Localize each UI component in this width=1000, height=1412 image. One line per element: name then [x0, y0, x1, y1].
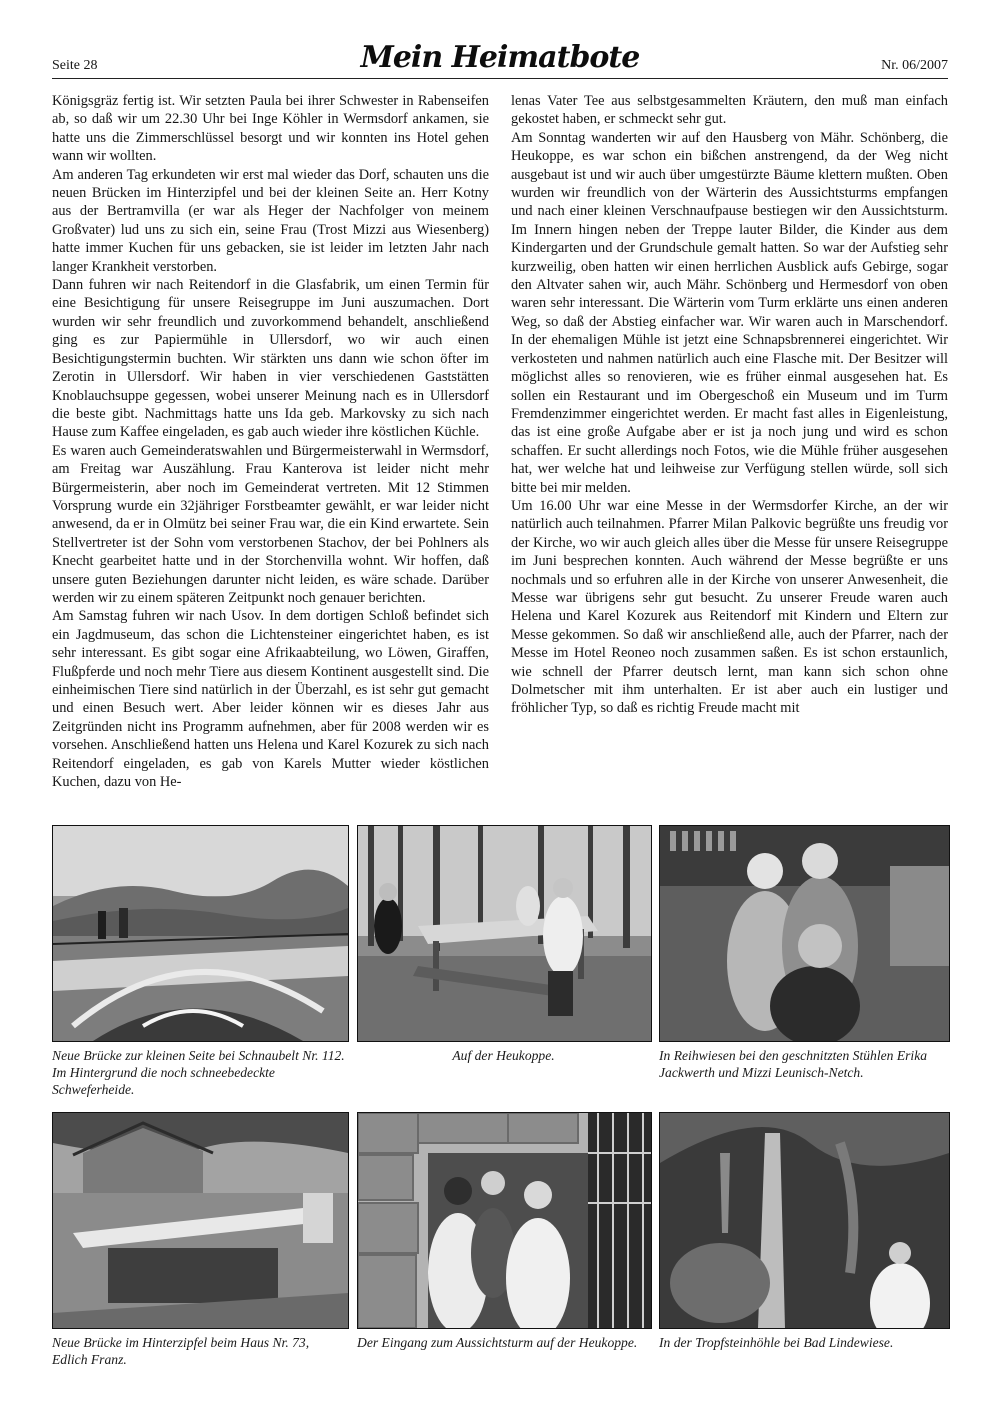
photo-caption: Neue Brücke zur kleinen Seite bei Schnaubelt Nr. 112. Im Hintergrund die noch schneebedeckte Schweferheide.: [52, 1048, 345, 1097]
photo-caption: In der Tropfsteinhöhle bei Bad Lindewiese.: [659, 1335, 894, 1350]
paragraph: Um 16.00 Uhr war eine Messe in der Wermsdorfer Kirche, an der wir natürlich auch teilnahmen. Pfarrer Milan Palkovic begrüßte uns freudig vor der Kirche, wo wir auch gleich alles über die Messe für unsere Reisegruppe im Juni besprechen konnten. Auch während der Messe begrüßte er uns nochmals und so erfuhren alle in der Kirche von unserer Anwesenheit, die Messe war übrigens sehr gut besucht. Zu unserer Freude waren auch Helena und Karel Kozurek aus Reitendorf mit Kindern und Eltern zur Messe gekommen. So daß wir anschließend alle, auch der Pfarrer, nach der Messe im Hotel Reoneo noch zusammen saßen. Es ist schon erstaunlich, wie schnell der Pfarrer deutsch lernt, man kann sich schon ohne Dolmetscher mit ihm unterhalten. Er ist aber auch ein lustiger und fröhlicher Typ, so daß es richtig Freude macht mit: [511, 497, 948, 717]
article-right-column: [511, 92, 948, 810]
paragraph: lenas Vater Tee aus selbstgesammelten Kräutern, den muß man einfach gekostet haben, er schmeckt sehr gut.: [511, 93, 948, 128]
paragraph: Es waren auch Gemeinderatswahlen und Bürgermeisterwahl in Wermsdorf, am Freitag war Auszählung. Frau Kanterova ist leider nicht mehr Bürgermeisterin, aber noch im Gemeinderat vertreten. Mit 12 Stimmen Vorsprung wurde ein 32jähriger Forstbeamter gewählt, er war leider nicht anwesend, da er in Olmütz bei seiner Frau war, die ein Kind erwartete. Sein Stellvertreter ist der Sohn vom verstorbenen Stachov, der bei Pohlners als Knecht gearbeitet hatte und in der Storchenvilla wohnt. Wir hoffen, daß unsere guten Beziehungen darunter nicht leiden, es wäre schade. Darüber werden wir zu einem späteren Zeitpunkt noch genauer berichten.: [52, 442, 489, 606]
paragraph: Königsgräz fertig ist. Wir setzten Paula bei ihrer Schwester in Rabenseifen ab, so daß wir um 22.30 Uhr bei Inge Köhler in Wermsdorf ankamen, sie hatte uns die Zimmerschlüssel besorgt und wir konnten ins Hotel gehen wann wir wollten.: [52, 93, 489, 165]
paragraph: Am Sonntag wanderten wir auf den Hausberg von Mähr. Schönberg, die Heukoppe, es war schon ein bißchen anstrengend, da der Weg nicht ausgebaut ist und wir auch über umgestürzte Bäume klettern mußten. Oben wurden wir freundlich von der Wärterin des Aussichtsturms empfangen und nach einer kleinen Verschnaufpause bestiegen wir den Aussichtsturm. Im Innern hingen neben der Treppe lauter Bilder, die Kinder aus dem Kindergarten und der Grundschule gemalt hatten. So war der Aufstieg sehr kurzweilig, oben hatten wir einen herrlichen Ausblick aufs Gebirge, sogar den Altvater sahen wir, auch Mähr. Schönberg und Hermesdorf von oben waren sehr interessant. Die Wärterin vom Turm erklärte uns einen anderen Weg, so daß der Abstieg einfacher war. Wir waren auch in Marschendorf. In der ehemaligen Mühle ist jetzt eine Schnapsbrennerei eingerichtet. Wir verkosteten und nahmen natürlich auch eine Flasche mit. Der Besitzer will möglichst alles so renovieren, wie es früher einmal ausgesehen hat. Es sollen ein Restaurant und im Obergeschoß ein Museum und im Turm Fremdenzimmer eingerichtet werden. Er macht fast alles in Eigenleistung, das ist eine große Aufgabe aber er ist ja noch jung und wird es schon schaffen. Er sucht allerdings noch Fotos, wie die Mühle früher ausgesehen hat, wer welche hat und leihweise zur Verfügung stellen würde, soll sich bitte bei mir melden.: [511, 129, 948, 496]
photo-caption: Neue Brücke im Hinterzipfel beim Haus Nr. 73, Edlich Franz.: [52, 1335, 310, 1367]
article-left-column: [52, 92, 489, 810]
paragraph: Am Samstag fuhren wir nach Usov. In dem dortigen Schloß befindet sich ein Jagdmuseum, das schon die Lichtensteiner eingerichtet haben, es ist sehr interessant. Es gibt sogar eine Afrikaabteilung, wo Löwen, Giraffen, Flußpferde und noch mehr Tiere aus diesem Kontinent ausgestellt sind. Die einheimischen Tiere sind natürlich in der Überzahl, es ist sehr gut gemacht und einen Besuch wert. Aber leider können wir es dieses Jahr aus Zeitgründen nicht ins Programm aufnehmen, aber für 2008 werden wir es vorsehen. Anschließend hatten uns Helena und Karel Kozurek zu sich nach Reitendorf eingeladen, es gab von Karels Mutter wieder köstlichen Kuchen, dazu von He-: [52, 608, 489, 791]
photo-caption: In Reihwiesen bei den geschnitzten Stühlen Erika Jackwerth und Mizzi Leunisch-Netch.: [659, 1048, 928, 1080]
paragraph: Dann fuhren wir nach Reitendorf in die Glasfabrik, um einen Termin für eine Besichtigung für unsere Reisegruppe im Juni auszumachen. Dort wurden wir sehr freundlich und zuvorkommend behandelt, anschließend ging es zur Papiermühle in Ullersdorf, wo wir auch einen Besichtigungstermin buchten. Wir stärkten uns dann wie schon öfter im Zerotin in Ullersdorf. Wir haben in vier verschiedenen Gaststätten Knoblauchsuppe gegessen, wobei unserer Meinung nach es in Ullersdorf die beste gibt. Nachmittags hatte uns Ida geb. Markovsky zu sich nach Hause zum Kaffee eingeladen, es gab auch wieder ihre köstlichen Küchle.: [52, 277, 489, 441]
photo-reihwiesen: [659, 825, 950, 1042]
masthead-title: Mein Heimatbote: [360, 40, 640, 75]
photo-caption: Auf der Heukoppe.: [452, 1048, 555, 1063]
photo-cave: [659, 1112, 950, 1329]
photo-caption: Der Eingang zum Aussichtsturm auf der Heukoppe.: [357, 1335, 638, 1350]
page-number: Seite 28: [52, 58, 98, 73]
photo-tower-entrance: [357, 1112, 652, 1329]
photo-heukoppe: [357, 825, 652, 1042]
paragraph: Am anderen Tag erkundeten wir erst mal wieder das Dorf, schauten uns die neuen Brücken im Hinterzipfel und bei der kleinen Seite an. Herr Kotny aus der Bertramvilla (er war als Heger der Nachfolger von meinem Großvater) lud uns zu sich ein, seine Frau (Trost Mizzi aus Wiesenberg) hatte immer Kuchen für uns gebacken, sie ist leider im letzten Jahr nach langer Krankheit verstorben.: [52, 166, 489, 275]
photo-bridge-hinterzipfel: [52, 1112, 349, 1329]
issue-number: Nr. 06/2007: [881, 58, 948, 73]
photo-bridge-kleine-seite: [52, 825, 349, 1042]
page-header: [52, 40, 948, 80]
header-rule: [52, 78, 948, 79]
